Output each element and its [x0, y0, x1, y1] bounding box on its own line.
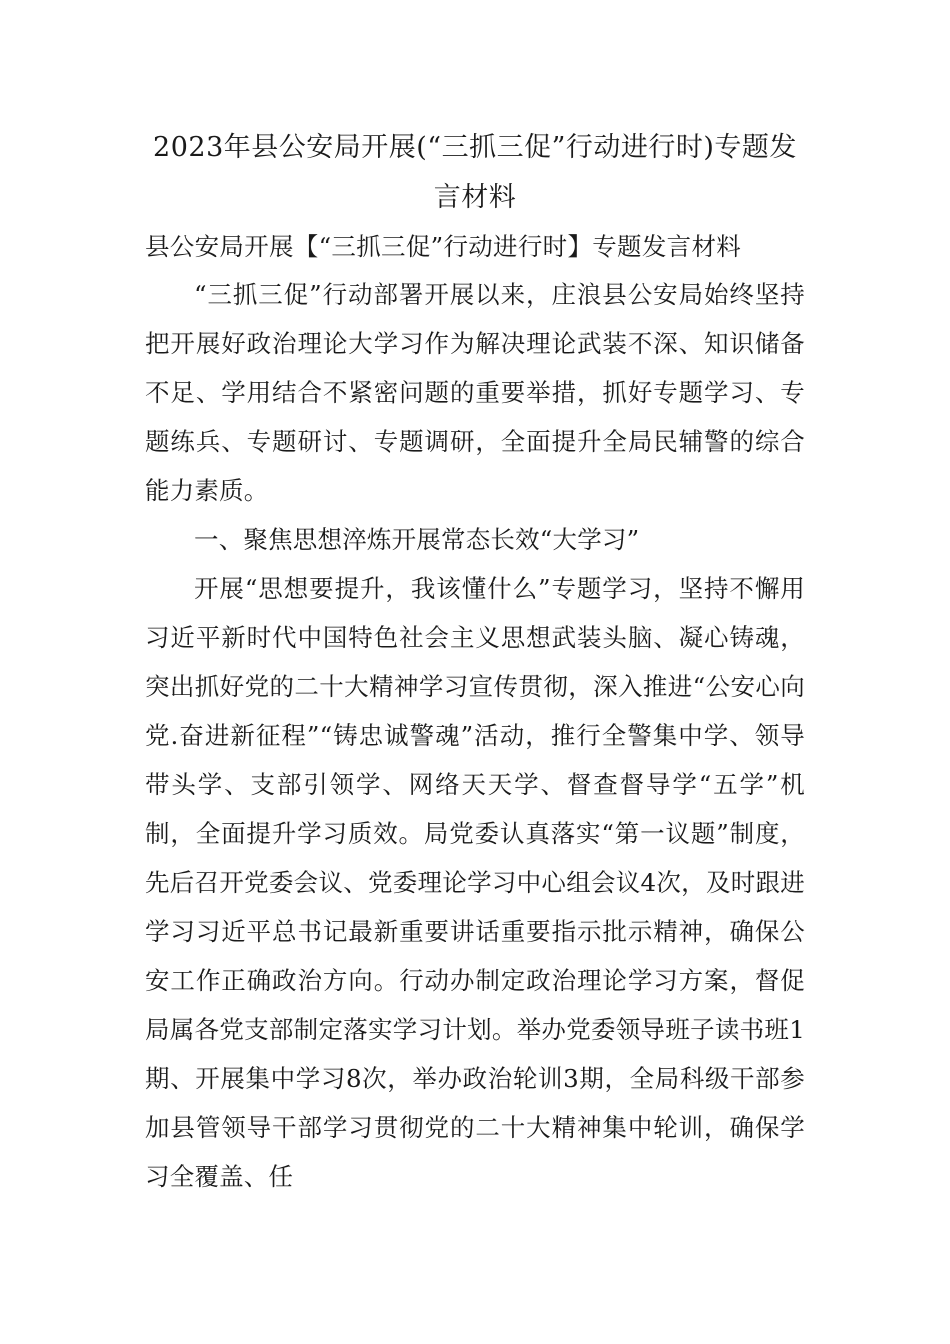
intro-paragraph: “三抓三促”行动部署开展以来，庄浪县公安局始终坚持把开展好政治理论大学习作为解决理论武装不深、知识储备不足、学用结合不紧密问题的重要举措，抓好专题学习、专题练兵、专题研讨、专题调研，全面提升全局民辅警的综合能力素质。	[145, 280, 805, 505]
document-body	[145, 123, 805, 1201]
body-paragraph: 开展“思想要提升，我该懂什么”专题学习，坚持不懈用习近平新时代中国特色社会主义思想武装头脑、凝心铸魂，突出抓好党的二十大精神学习宣传贯彻，深入推进“公安心向党.奋进新征程”“铸忠诚警魂”活动，推行全警集中学、领导带头学、支部引领学、网络天天学、督查督导学“五学”机制，全面提升学习质效。局党委认真落实“第一议题”制度，先后召开党委会议、党委理论学习中心组会议4次，及时跟进学习习近平总书记最新重要讲话重要指示批示精神，确保公安工作正确政治方向。行动办制定政治理论学习方案，督促局属各党支部制定落实学习计划。举办党委领导班子读书班1期、开展集中学习8次，举办政治轮训3期，全局科级干部参加县管领导干部学习贯彻党的二十大精神集中轮训，确保学习全覆盖、任	[145, 574, 805, 1191]
document-title: 2023年县公安局开展(“三抓三促”行动进行时)专题发言材料	[153, 132, 797, 213]
section-heading: 一、聚焦思想淬炼开展常态长效“大学习”	[194, 525, 640, 554]
document-subtitle: 县公安局开展【“三抓三促”行动进行时】专题发言材料	[145, 232, 742, 261]
